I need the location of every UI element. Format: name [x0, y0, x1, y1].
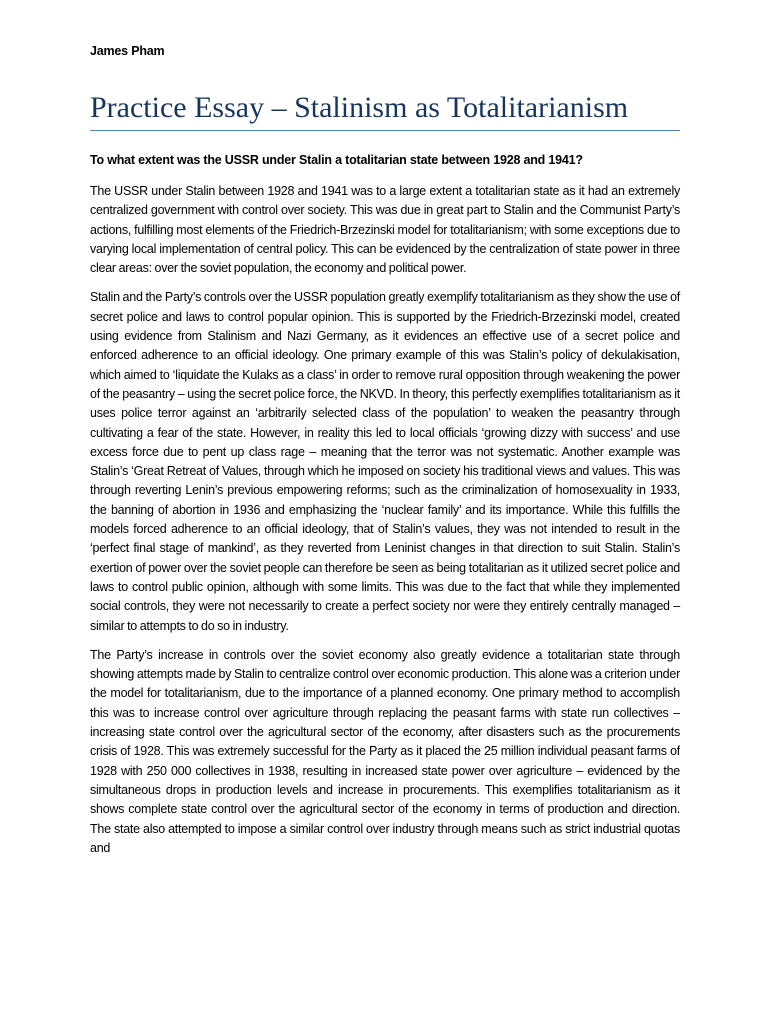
paragraph-intro: The USSR under Stalin between 1928 and 1941 was to a large extent a totalitarian state as it had an extremely centralized government with control over society. This was due in great part to Stalin and the Communist Party’s actions, fulfilling most elements of the Friedrich-Brzezinski model for totalitarianism; with some exceptions due to varying local implementation of central policy. This can be evidenced by the centralization of state power in three clear areas: over the soviet population, the economy and political power.	[90, 184, 680, 276]
essay-body	[90, 182, 680, 867]
page-title: Practice Essay – Stalinism as Totalitarianism	[90, 91, 629, 124]
author-name: James Pham	[90, 44, 165, 58]
essay-question: To what extent was the USSR under Stalin a totalitarian state between 1928 and 1941?	[90, 153, 583, 167]
paragraph-population: Stalin and the Party’s controls over the USSR population greatly exemplify totalitarianism as they show the use of secret police and laws to control popular opinion. This is supported by the Friedrich-Brzezinski model, created using evidence from Stalinism and Nazi Germany, as it evidences an effective use of a secret police and enforced adherence to an official ideology. One primary example of this was Stalin’s policy of dekulakisation, which aimed to ‘liquidate the Kulaks as a class’ in order to remove rural opposition through weakening the power of the peasantry – using the secret police force, the NKVD. In theory, this perfectly exemplifies totalitarianism as it uses police terror against an ‘arbitrarily selected class of the population’ to weaken the peasantry through cultivating a fear of the state. However, in reality this led to local officials ‘growing dizzy with success’ and use excess force due to pent up class rage – meaning that the terror was not systematic. Another example was Stalin’s ‘Great Retreat of Values, through which he imposed on society his traditional views and values. This was through reverting Lenin’s previous empowering reforms; such as the criminalization of homosexuality in 1933, the banning of abortion in 1936 and emphasizing the ‘nuclear family’ and its importance. While this fulfills the models forced adherence to an official ideology, that of Stalin’s values, they was not intended to result in the ‘perfect final stage of mankind’, as they reverted from Leninist changes in that direction to suit Stalin. Stalin’s exertion of power over the soviet people can therefore be seen as being totalitarian as it utilized secret police and laws to control public opinion, although with some limits. This was due to the fact that while they implemented social controls, they were not necessarily to create a perfect society nor were they entirely centrally managed – similar to attempts to do so in industry.	[90, 290, 680, 633]
title-underline	[90, 130, 680, 131]
paragraph-economy: The Party’s increase in controls over the soviet economy also greatly evidence a totalitarian state through showing attempts made by Stalin to centralize control over economic production. This alone was a criterion under the model for totalitarianism, due to the importance of a planned economy. One primary method to accomplish this was to increase control over agriculture through replacing the peasant farms with state run collectives – increasing state control over the agricultural sector of the economy, after disasters such as the procurements crisis of 1928. This was extremely successful for the Party as it placed the 25 million individual peasant farms of 1928 with 250 000 collectives in 1938, resulting in increased state power over agriculture – evidenced by the simultaneous drops in production levels and increase in procurements. This exemplifies totalitarianism as it shows complete state control over the agricultural sector of the economy in terms of production and direction. The state also attempted to impose a similar control over industry through means such as strict industrial quotas and	[90, 647, 680, 855]
